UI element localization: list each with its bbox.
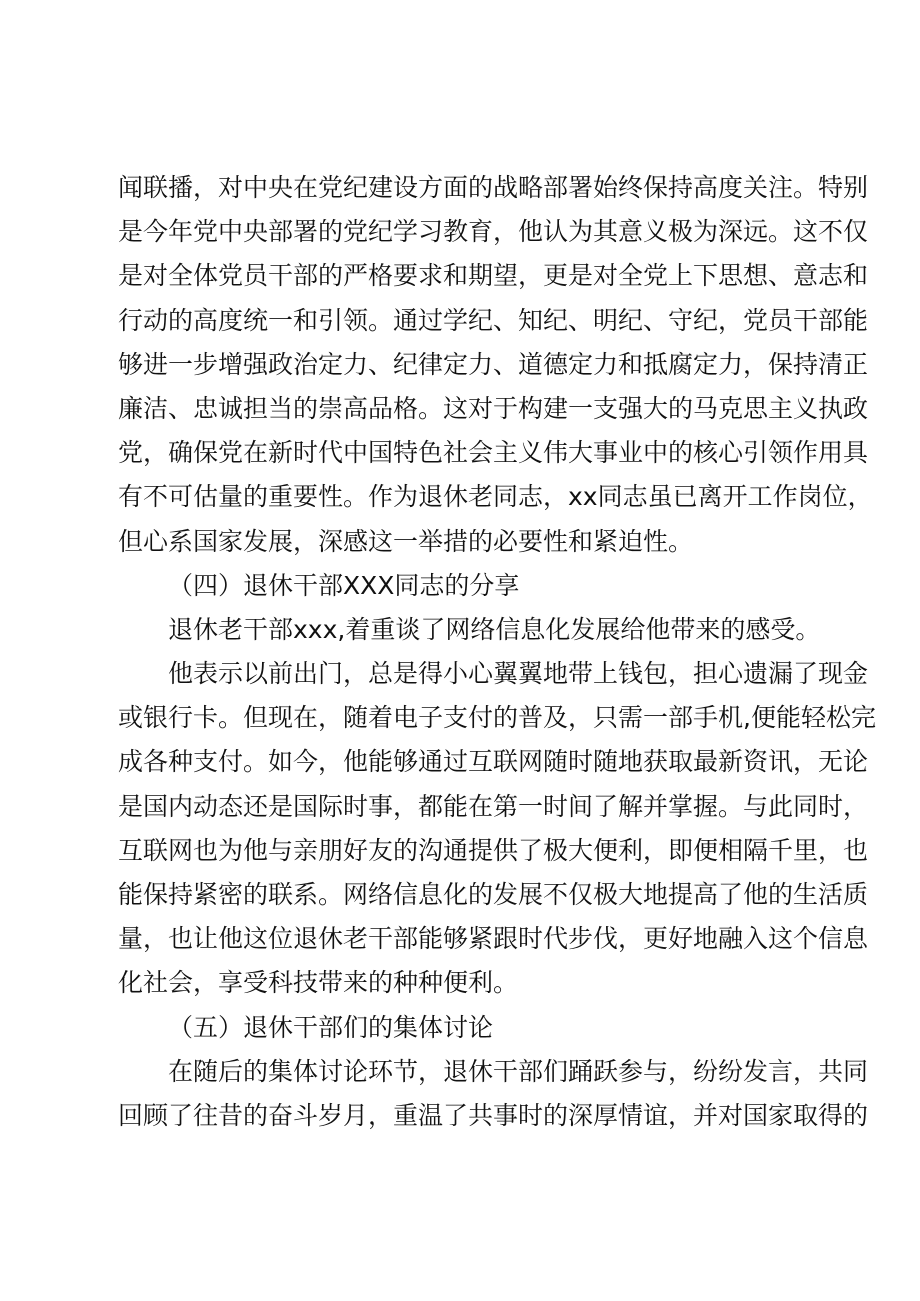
text-line: 在随后的集体讨论环节，退休干部们踊跃参与，纷纷发言，共同 bbox=[168, 1056, 869, 1086]
document-body bbox=[118, 166, 876, 1138]
text-line: 成各种支付。如今，他能够通过互联网随时随地获取最新资讯，无论 bbox=[118, 747, 869, 777]
paragraph bbox=[118, 608, 821, 652]
text-line: 党，确保党在新时代中国特色社会主义伟大事业中的核心引领作用具 bbox=[118, 438, 869, 468]
text-line: 够进一步增强政治定力、纪律定力、道德定力和抵腐定力，保持清正 bbox=[118, 349, 869, 379]
text-line: 但心系国家发展，深感这一举措的必要性和紧迫性。 bbox=[118, 526, 694, 556]
text-line: 行动的高度统一和引领。通过学纪、知纪、明纪、守纪，党员干部能 bbox=[118, 305, 869, 335]
text-line: 是国内动态还是国际时事，都能在第一时间了解并掌握。与此同时， bbox=[118, 791, 869, 821]
paragraph bbox=[118, 1050, 869, 1138]
text-line: 闻联播，对中央在党纪建设方面的战略部署始终保持高度关注。特别 bbox=[118, 173, 869, 202]
text-line: 能保持紧密的联系。网络信息化的发展不仅极大地提高了他的生活质 bbox=[118, 880, 869, 909]
section-heading bbox=[118, 1006, 814, 1050]
text-line: 廉洁、忠诚担当的崇高品格。这对于构建一支强大的马克思主义执政 bbox=[118, 393, 869, 423]
text-line: 量，也让他这位退休老干部能够紧跟时代步伐，更好地融入这个信息 bbox=[118, 924, 869, 954]
text-line: 有不可估量的重要性。作为退休老同志，xx同志虽已离开工作岗位， bbox=[118, 482, 873, 512]
text-line: 他表示以前出门，总是得小心翼翼地带上钱包，担心遗漏了现金 bbox=[168, 659, 869, 689]
heading-text: （五）退休干部们的集体讨论 bbox=[168, 1012, 494, 1042]
text-line: 回顾了往昔的奋斗岁月，重温了共事时的深厚情谊，并对国家取得的 bbox=[118, 1100, 869, 1130]
text-line: 或银行卡。但现在，随着电子支付的普及，只需一部手机,便能轻松完 bbox=[118, 703, 876, 733]
text-line: 是对全体党员干部的严格要求和期望，更是对全党上下思想、意志和 bbox=[118, 261, 869, 291]
paragraph bbox=[118, 652, 876, 1006]
text-line: 化社会，享受科技带来的种种便利。 bbox=[118, 968, 519, 998]
text-line: 退休老干部xxx,着重谈了网络信息化发展给他带来的感受。 bbox=[168, 614, 821, 644]
section-heading bbox=[118, 564, 814, 608]
text-line: 是今年党中央部署的党纪学习教育，他认为其意义极为深远。这不仅 bbox=[118, 217, 869, 247]
text-line: 互联网也为他与亲朋好友的沟通提供了极大便利，即便相隔千里，也 bbox=[118, 835, 869, 865]
paragraph bbox=[118, 166, 873, 564]
heading-text: （四）退休干部XXX同志的分享 bbox=[168, 570, 520, 600]
